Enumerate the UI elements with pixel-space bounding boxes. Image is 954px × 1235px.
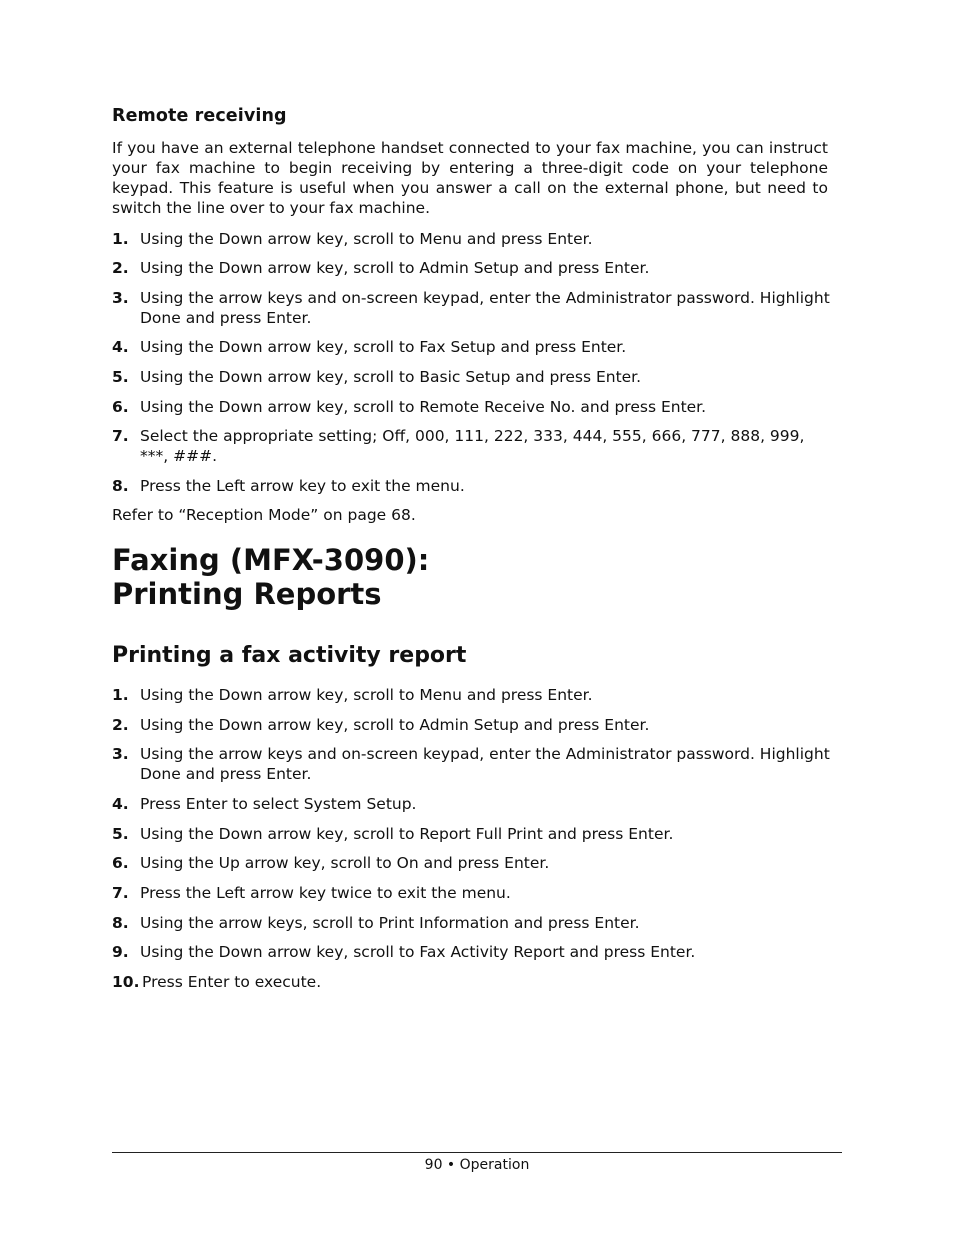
step-number: 6. (112, 854, 129, 872)
list-item (112, 883, 834, 903)
list-item (112, 942, 834, 962)
list-item (112, 744, 834, 784)
step-text: Using the Down arrow key, scroll to Admin Setup and press Enter. (140, 716, 650, 734)
list-item (112, 288, 834, 328)
step-number: 1. (112, 686, 129, 704)
step-text: Using the arrow keys and on-screen keypad, enter the Administrator password. Highlight Done and press Enter. (140, 289, 830, 327)
footer-divider (112, 1152, 842, 1153)
cross-reference: Refer to “Reception Mode” on page 68. (112, 506, 416, 524)
step-text: Using the Down arrow key, scroll to Fax Activity Report and press Enter. (140, 943, 696, 961)
step-number: 7. (112, 427, 129, 445)
section-title-line-2: Printing Reports (112, 577, 382, 611)
step-number: 4. (112, 338, 129, 356)
section-title (112, 543, 429, 611)
list-item (112, 685, 834, 705)
list-item (112, 972, 834, 992)
step-text: Using the Down arrow key, scroll to Menu and press Enter. (140, 230, 593, 248)
step-text: Using the Down arrow key, scroll to Admin Setup and press Enter. (140, 259, 650, 277)
list-item (112, 229, 834, 249)
step-text: Using the Down arrow key, scroll to Remote Receive No. and press Enter. (140, 398, 707, 416)
document-page (112, 0, 842, 1235)
step-text: Press Enter to execute. (142, 973, 322, 991)
step-text: Using the Down arrow key, scroll to Basic Setup and press Enter. (140, 368, 642, 386)
step-text: Press the Left arrow key to exit the menu. (140, 477, 465, 495)
step-number: 1. (112, 230, 129, 248)
step-number: 8. (112, 914, 129, 932)
list-item (112, 476, 834, 496)
step-number: 2. (112, 259, 129, 277)
step-text: Select the appropriate setting; Off, 000, 111, 222, 333, 444, 555, 666, 777, 888, 999, ***, ###. (140, 427, 805, 465)
step-text: Using the arrow keys and on-screen keypad, enter the Administrator password. Highlight Done and press Enter. (140, 745, 830, 783)
step-number: 5. (112, 825, 129, 843)
step-number: 10. (112, 973, 140, 991)
step-text: Using the Down arrow key, scroll to Fax Setup and press Enter. (140, 338, 627, 356)
list-item (112, 794, 834, 814)
page-footer: 90 • Operation (424, 1157, 530, 1173)
step-number: 5. (112, 368, 129, 386)
step-text: Using the Down arrow key, scroll to Report Full Print and press Enter. (140, 825, 674, 843)
fax-activity-report-heading: Printing a fax activity report (112, 643, 467, 668)
list-item (112, 367, 834, 387)
list-item (112, 426, 834, 466)
remote-receiving-intro: If you have an external telephone handset connected to your fax machine, you can instruct your fax machine to begin receiving by entering a three-digit code on your telephone keypad. This feature is useful when you answer a call on the external phone, but need to switch the line over to your fax machine. (112, 139, 828, 217)
remote-receiving-heading: Remote receiving (112, 106, 287, 126)
list-item (112, 715, 834, 735)
step-text: Using the Down arrow key, scroll to Menu and press Enter. (140, 686, 593, 704)
step-text: Press the Left arrow key twice to exit the menu. (140, 884, 511, 902)
step-number: 6. (112, 398, 129, 416)
step-number: 2. (112, 716, 129, 734)
step-number: 3. (112, 289, 129, 307)
step-text: Using the arrow keys, scroll to Print Information and press Enter. (140, 914, 640, 932)
list-item (112, 913, 834, 933)
step-number: 9. (112, 943, 129, 961)
step-text: Press Enter to select System Setup. (140, 795, 417, 813)
step-number: 3. (112, 745, 129, 763)
step-number: 7. (112, 884, 129, 902)
list-item (112, 397, 834, 417)
section-title-line-1: Faxing (MFX-3090): (112, 543, 430, 577)
list-item (112, 258, 834, 278)
list-item (112, 337, 834, 357)
step-text: Using the Up arrow key, scroll to On and press Enter. (140, 854, 550, 872)
step-number: 4. (112, 795, 129, 813)
list-item (112, 853, 834, 873)
list-item (112, 824, 834, 844)
step-number: 8. (112, 477, 129, 495)
